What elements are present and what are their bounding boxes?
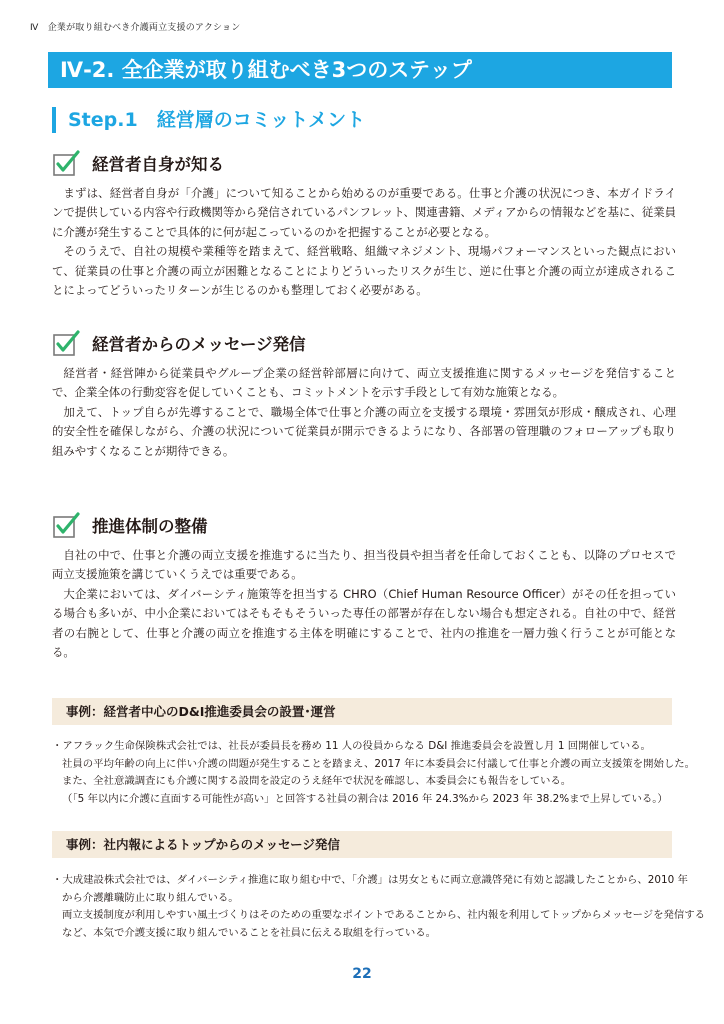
- case-body: [52, 738, 696, 808]
- paragraph: 大企業においては、ダイバーシティ施策等を担当する CHRO（Chief Human Resource Officer）がその任を担っている場合も多いが、中小企業においてはそもそもそういった専任の部署が存在しない場合も想定される。自社の中で、経営者の右腕として、仕事と介護の両立を推進する主体を明確にすることで、社内の推進を一層力強く行うことが可能となる。: [52, 586, 676, 660]
- case-line: 両立支援制度が利用しやすい風土づくりはそのための重要なポイントであることから、社内報を利用してトップからメッセージを発信する: [62, 909, 706, 922]
- paragraph: まずは、経営者自身が「介護」について知ることから始めるのが重要である。仕事と介護の状況につき、本ガイドラインで提供している内容や行政機関等から発信されているパンフレット、関連書籍、メディアからの情報などを基に、従業員に介護が発生することで具体的に何が起こっているのかを把握することが必要となる。: [52, 186, 676, 239]
- step-heading: Step.1 経営層のコミットメント: [52, 107, 365, 133]
- section-title: 経営者からのメッセージ発信: [92, 335, 306, 354]
- checkbox-check-icon: [52, 149, 80, 177]
- case-heading: 事例：経営者中心のD&I推進委員会の設置･運営: [52, 698, 672, 725]
- section-head: [52, 148, 676, 178]
- section-title: 推進体制の整備: [92, 517, 208, 536]
- checkbox-check-icon: [52, 329, 80, 357]
- paragraph: 自社の中で、仕事と介護の両立支援を推進するに当たり、担当役員や担当者を任命しておくことも、以降のプロセスで両立支援施策を講じていくうえでは重要である。: [52, 548, 676, 582]
- case-line: ・アフラック生命保険株式会社では、社長が委員長を務め 11 人の役員からなる D&I 推進委員会を設置し月 1 回開催している。: [52, 740, 651, 752]
- paragraph: 加えて、トップ自らが先導することで、職場全体で仕事と介護の両立を支援する環境・雰囲気が形成・醸成され、心理的安全性を確保しながら、介護の状況について従業員が開示できるようになり、各部署の管理職のフォローアップも取り組みやすくなることが期待できる。: [52, 404, 676, 458]
- section-title: 経営者自身が知る: [92, 155, 224, 174]
- running-header: Ⅳ 企業が取り組むべき介護両立支援のアクション: [30, 23, 241, 33]
- chapter-banner: Ⅳ-2. 全企業が取り組むべき3つのステップ: [48, 52, 672, 88]
- section-head: [52, 510, 676, 540]
- case-line: から介護離職防止に取り組んでいる。: [62, 891, 239, 904]
- page-number: 22: [352, 966, 372, 982]
- section-head: [52, 328, 676, 358]
- paragraph: そのうえで、自社の規模や業種等を踏まえて、経営戦略、組織マネジメント、現場パフォーマンスといった観点において、従業員の仕事と介護の両立が困難となることによりどういったリスクが生じ、逆に仕事と介護の両立が達成されることによってどういったリターンが生じるのかも整理しておく必要がある。: [52, 244, 676, 298]
- case-line: 社員の平均年齢の向上に伴い介護の問題が発生することを踏まえ、2017 年に本委員会に付議して仕事と介護の両立支援策を開始した。: [62, 757, 696, 770]
- case-line: など、本気で介護支援に取り組んでいることを社員に伝える取組を行っている。: [62, 926, 437, 939]
- checkbox-check-icon: [52, 511, 80, 539]
- section-ceo-knows: [52, 148, 676, 300]
- case-heading: 事例：社内報によるトップからのメッセージ発信: [52, 831, 672, 858]
- paragraph: 経営者・経営陣から従業員やグループ企業の経営幹部層に向けて、両立支援推進に関するメッセージを発信することで、企業全体の行動変容を促していくことも、コミットメントを示す手段として有効な施策となる。: [52, 366, 676, 400]
- section-promotion-system: [52, 510, 676, 662]
- case-line: （「5 年以内に介護に直面する可能性が高い」と回答する社員の割合は 2016 年 24.3%から 2023 年 38.2%まで上昇している。）: [62, 792, 668, 805]
- case-line: ・大成建設株式会社では、ダイバーシティ推進に取り組む中で、「介護」は男女ともに両立意識啓発に有効と認識したことから、2010 年: [52, 874, 688, 886]
- case-body: [52, 872, 706, 942]
- section-ceo-message: [52, 328, 676, 461]
- case-line: また、全社意識調査にも介護に関する設問を設定のうえ経年で状況を確認し、本委員会にも報告をしている。: [62, 775, 572, 788]
